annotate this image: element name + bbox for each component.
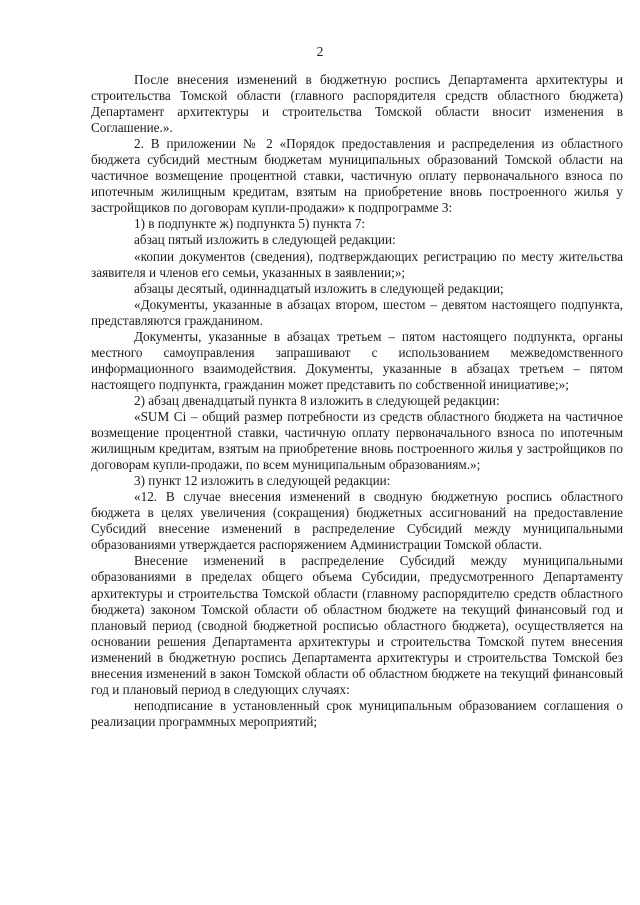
paragraph: «Документы, указанные в абзацах втором, шестом – девятом настоящего подпункта, представляются гражданином.: [91, 296, 623, 328]
paragraph: 2. В приложении № 2 «Порядок предоставления и распределения из областного бюджета субсидий местным бюджетам муниципальных образований Томской области на частичное возмещение процентной ставки, частичную оплату первоначального взноса по ипотечным жилищным кредитам, взятым на приобретение вновь построенного жилья у застройщиков по договорам купли-продажи» к подпрограмме 3:: [91, 136, 623, 216]
paragraph: После внесения изменений в бюджетную роспись Департамента архитектуры и строительства Томской области (главного распорядителя средств областного бюджета) Департамент архитектуры и строительства Томской области вносит изменения в Соглашение.».: [91, 72, 623, 136]
paragraph: абзацы десятый, одиннадцатый изложить в следующей редакции;: [134, 280, 504, 296]
paragraph: 2) абзац двенадцатый пункта 8 изложить в следующей редакции:: [134, 392, 500, 408]
paragraph: «12. В случае внесения изменений в сводную бюджетную роспись областного бюджета в целях увеличения (сокращения) бюджетных ассигнований на предоставление Субсидий внесение изменений в распределение Субсидий между муниципальными образованиями утверждается распоряжением Администрации Томской области.: [91, 489, 623, 553]
document-body: [91, 72, 623, 730]
paragraph: «копии документов (сведения), подтверждающих регистрацию по месту жительства заявителя и членов его семьи, указанных в заявлении;»;: [91, 248, 623, 280]
page-number: 2: [316, 44, 324, 59]
paragraph: Документы, указанные в абзацах третьем – пятом настоящего подпункта, органы местного самоуправления запрашивают с использованием межведомственного информационного взаимодействия. Документы, указанные в абзацах третьем – пятом настоящего подпункта, гражданин может представить по собственной инициативе;»;: [91, 328, 623, 392]
paragraph: «SUM Ci – общий размер потребности из средств областного бюджета на частичное возмещение процентной ставки, частичную оплату первоначального взноса по ипотечным жилищным кредитам, взятым на приобретение вновь построенного жилья у застройщиков по договорам купли-продажи, по всем муниципальным образованиям.»;: [91, 408, 623, 473]
paragraph: 1) в подпункте ж) подпункта 5) пункта 7:: [134, 216, 365, 232]
paragraph: абзац пятый изложить в следующей редакции:: [134, 232, 396, 248]
paragraph: 3) пункт 12 изложить в следующей редакции:: [134, 473, 391, 489]
paragraph: Внесение изменений в распределение Субсидий между муниципальными образованиями в пределах общего объема Субсидии, предусмотренного Департаменту архитектуры и строительства Томской области (главному распорядителю средств областного бюджета) законом Томской области об областном бюджете на текущий финансовый год и плановый период (сводной бюджетной росписью областного бюджета), осуществляется на основании решения Департамента архитектуры и строительства Томской путем внесения изменений в бюджетную роспись Департамента архитектуры и строительства Томской без внесения изменений в закон Томской области об областном бюджете на текущий финансовый год и плановый период в следующих случаях:: [91, 553, 623, 697]
paragraph: неподписание в установленный срок муниципальным образованием соглашения о реализации программных мероприятий;: [91, 697, 623, 729]
